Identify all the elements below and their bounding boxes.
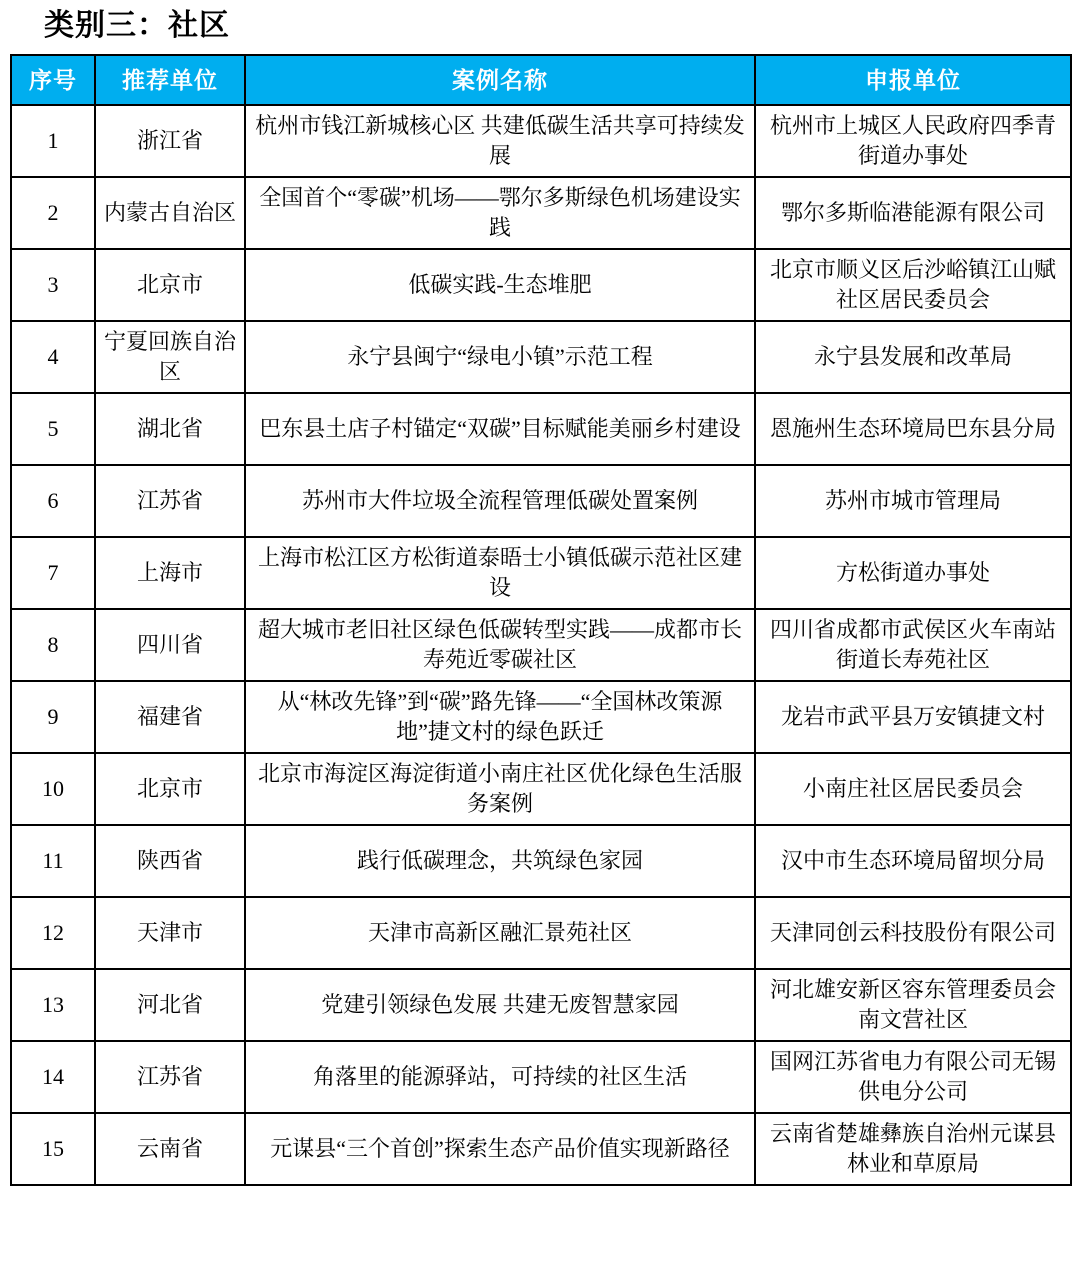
table-row [11,1041,1071,1113]
cell-case-name: 杭州市钱江新城核心区 共建低碳生活共享可持续发展 [245,105,755,177]
cell-recommender: 四川省 [95,609,245,681]
cell-case-name: 低碳实践-生态堆肥 [245,249,755,321]
cell-no: 8 [11,609,95,681]
page-title: 类别三：社区 [44,9,230,42]
cell-no: 3 [11,249,95,321]
cell-recommender: 福建省 [95,681,245,753]
cell-applicant: 天津同创云科技股份有限公司 [755,897,1071,969]
case-table [10,54,1072,1186]
column-header-case-name: 案例名称 [245,55,755,105]
cell-no: 5 [11,393,95,465]
cell-case-name: 苏州市大件垃圾全流程管理低碳处置案例 [245,465,755,537]
table-row [11,1113,1071,1185]
cell-no: 15 [11,1113,95,1185]
cell-applicant: 恩施州生态环境局巴东县分局 [755,393,1071,465]
cell-applicant: 国网江苏省电力有限公司无锡供电分公司 [755,1041,1071,1113]
cell-recommender: 北京市 [95,249,245,321]
cell-case-name: 超大城市老旧社区绿色低碳转型实践——成都市长寿苑近零碳社区 [245,609,755,681]
cell-applicant: 北京市顺义区后沙峪镇江山赋社区居民委员会 [755,249,1071,321]
cell-recommender: 陕西省 [95,825,245,897]
cell-case-name: 全国首个“零碳”机场——鄂尔多斯绿色机场建设实践 [245,177,755,249]
table-header-row [11,55,1071,105]
cell-case-name: 天津市高新区融汇景苑社区 [245,897,755,969]
cell-case-name: 角落里的能源驿站，可持续的社区生活 [245,1041,755,1113]
cell-no: 4 [11,321,95,393]
table-body [11,105,1071,1185]
cell-recommender: 云南省 [95,1113,245,1185]
cell-recommender: 上海市 [95,537,245,609]
table-row [11,969,1071,1041]
table-row [11,897,1071,969]
cell-applicant: 鄂尔多斯临港能源有限公司 [755,177,1071,249]
cell-no: 10 [11,753,95,825]
table-row [11,681,1071,753]
cell-applicant: 龙岩市武平县万安镇捷文村 [755,681,1071,753]
cell-no: 2 [11,177,95,249]
cell-recommender: 江苏省 [95,465,245,537]
cell-no: 11 [11,825,95,897]
cell-applicant: 方松街道办事处 [755,537,1071,609]
cell-recommender: 河北省 [95,969,245,1041]
cell-no: 14 [11,1041,95,1113]
cell-applicant: 苏州市城市管理局 [755,465,1071,537]
cell-case-name: 上海市松江区方松街道泰晤士小镇低碳示范社区建设 [245,537,755,609]
cell-applicant: 四川省成都市武侯区火车南站街道长寿苑社区 [755,609,1071,681]
table-row [11,753,1071,825]
column-header-no: 序号 [11,55,95,105]
table-row [11,825,1071,897]
table-row [11,249,1071,321]
table-row [11,537,1071,609]
cell-case-name: 从“林改先锋”到“碳”路先锋——“全国林改策源地”捷文村的绿色跃迁 [245,681,755,753]
cell-case-name: 永宁县闽宁“绿电小镇”示范工程 [245,321,755,393]
cell-case-name: 党建引领绿色发展 共建无废智慧家园 [245,969,755,1041]
table-header [11,55,1071,105]
cell-applicant: 小南庄社区居民委员会 [755,753,1071,825]
table-row [11,177,1071,249]
cell-applicant: 河北雄安新区容东管理委员会南文营社区 [755,969,1071,1041]
cell-applicant: 杭州市上城区人民政府四季青街道办事处 [755,105,1071,177]
cell-applicant: 汉中市生态环境局留坝分局 [755,825,1071,897]
cell-recommender: 江苏省 [95,1041,245,1113]
cell-recommender: 浙江省 [95,105,245,177]
cell-no: 6 [11,465,95,537]
table-row [11,609,1071,681]
table-row [11,393,1071,465]
cell-no: 9 [11,681,95,753]
cell-recommender: 北京市 [95,753,245,825]
cell-no: 12 [11,897,95,969]
cell-applicant: 云南省楚雄彝族自治州元谋县林业和草原局 [755,1113,1071,1185]
cell-applicant: 永宁县发展和改革局 [755,321,1071,393]
cell-recommender: 宁夏回族自治区 [95,321,245,393]
column-header-applicant: 申报单位 [755,55,1071,105]
table-row [11,465,1071,537]
cell-no: 7 [11,537,95,609]
table-row [11,321,1071,393]
cell-no: 13 [11,969,95,1041]
cell-case-name: 践行低碳理念，共筑绿色家园 [245,825,755,897]
column-header-recommender: 推荐单位 [95,55,245,105]
cell-recommender: 内蒙古自治区 [95,177,245,249]
cell-case-name: 北京市海淀区海淀街道小南庄社区优化绿色生活服务案例 [245,753,755,825]
cell-recommender: 天津市 [95,897,245,969]
cell-case-name: 巴东县土店子村锚定“双碳”目标赋能美丽乡村建设 [245,393,755,465]
cell-case-name: 元谋县“三个首创”探索生态产品价值实现新路径 [245,1113,755,1185]
cell-no: 1 [11,105,95,177]
table-row [11,105,1071,177]
cell-recommender: 湖北省 [95,393,245,465]
